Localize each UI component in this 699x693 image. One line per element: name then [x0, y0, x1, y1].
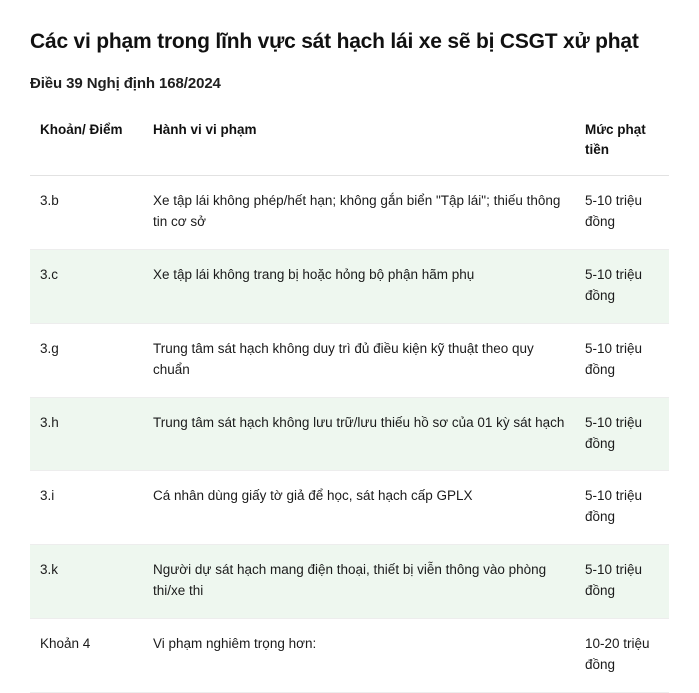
cell-code: 3.k: [30, 545, 143, 619]
table-header: [30, 106, 669, 176]
page-subtitle: Điều 39 Nghị định 168/2024: [30, 74, 221, 92]
cell-violation: Cá nhân dùng giấy tờ giả để học, sát hạch cấp GPLX: [143, 471, 575, 545]
cell-code: 3.i: [30, 471, 143, 545]
cell-fine: 5-10 triệu đồng: [575, 471, 669, 545]
cell-fine: 10-20 triệu đồng: [575, 619, 669, 693]
column-header-violation: Hành vi vi phạm: [143, 106, 575, 176]
cell-fine: 5-10 triệu đồng: [575, 323, 669, 397]
column-header-fine: Mức phạt tiền: [575, 106, 669, 176]
table-row: [30, 397, 669, 471]
column-header-code: Khoản/ Điểm: [30, 106, 143, 176]
cell-code: 3.h: [30, 397, 143, 471]
table-row: [30, 323, 669, 397]
table-row: [30, 619, 669, 693]
cell-fine: 5-10 triệu đồng: [575, 545, 669, 619]
table-row: [30, 471, 669, 545]
table-body: [30, 176, 669, 693]
table-header-row: [30, 106, 669, 176]
table-row: [30, 545, 669, 619]
cell-violation: Người dự sát hạch mang điện thoại, thiết bị viễn thông vào phòng thi/xe thi: [143, 545, 575, 619]
cell-code: 3.g: [30, 323, 143, 397]
cell-violation: Vi phạm nghiêm trọng hơn:: [143, 619, 575, 693]
cell-code: 3.b: [30, 176, 143, 250]
cell-violation: Trung tâm sát hạch không duy trì đủ điều kiện kỹ thuật theo quy chuẩn: [143, 323, 575, 397]
cell-violation: Xe tập lái không phép/hết hạn; không gắn biển "Tập lái"; thiếu thông tin cơ sở: [143, 176, 575, 250]
table-row: [30, 176, 669, 250]
table-row: [30, 249, 669, 323]
violations-table: [30, 106, 669, 693]
cell-fine: 5-10 triệu đồng: [575, 397, 669, 471]
cell-code: 3.c: [30, 249, 143, 323]
cell-fine: 5-10 triệu đồng: [575, 176, 669, 250]
cell-fine: 5-10 triệu đồng: [575, 249, 669, 323]
page-title: Các vi phạm trong lĩnh vực sát hạch lái xe sẽ bị CSGT xử phạt: [30, 30, 639, 53]
cell-violation: Trung tâm sát hạch không lưu trữ/lưu thiếu hồ sơ của 01 kỳ sát hạch: [143, 397, 575, 471]
cell-violation: Xe tập lái không trang bị hoặc hỏng bộ phận hãm phụ: [143, 249, 575, 323]
cell-code: Khoản 4: [30, 619, 143, 693]
